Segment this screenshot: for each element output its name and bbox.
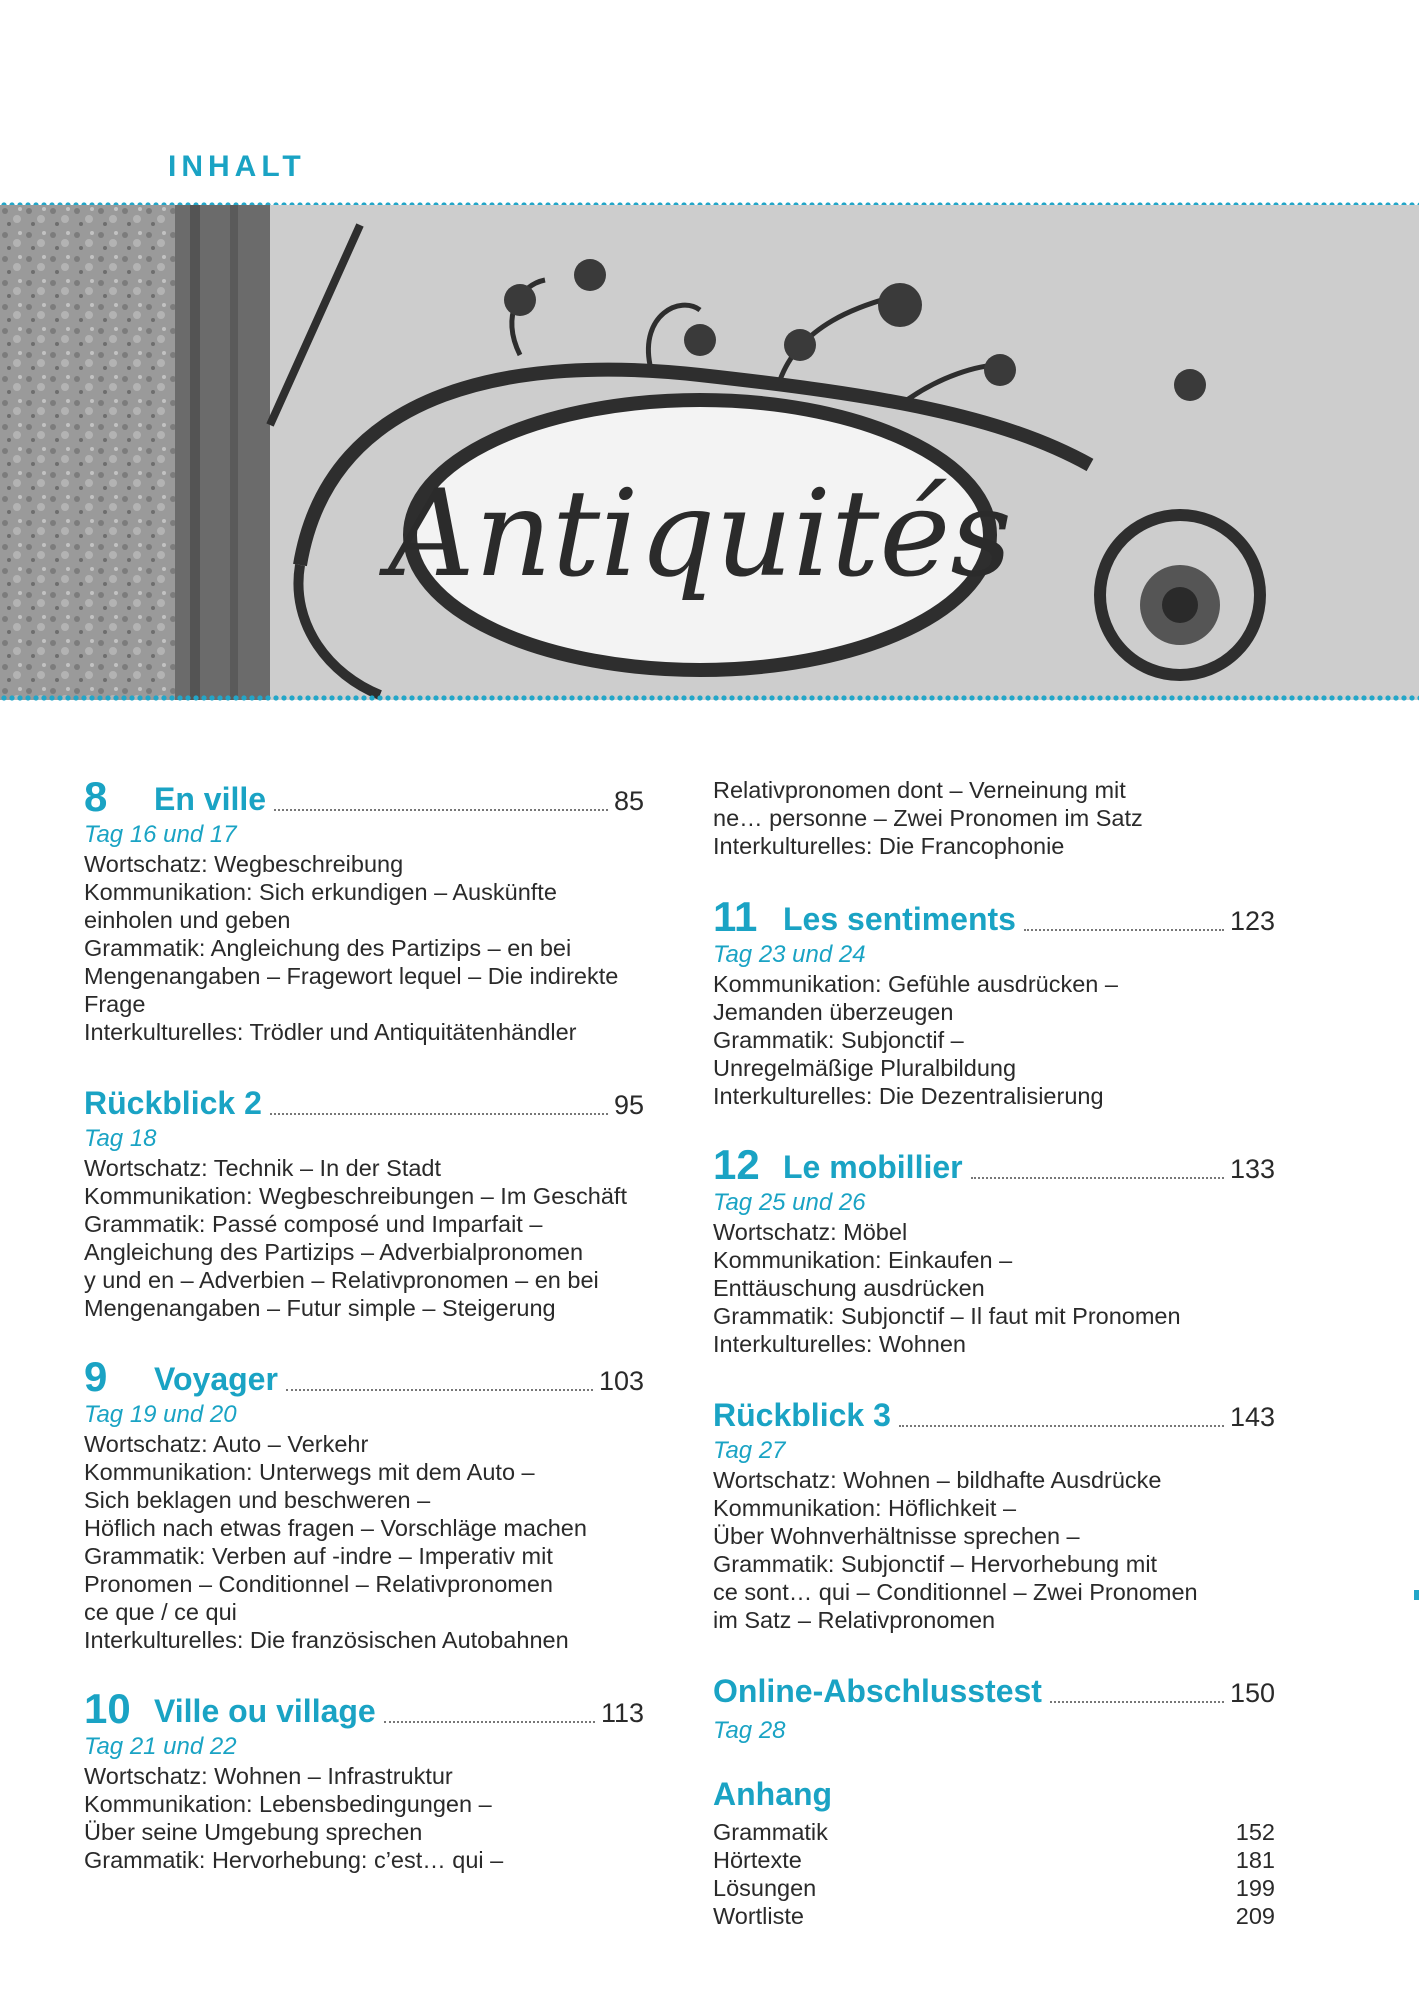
section-title[interactable]: Le mobillier xyxy=(783,1149,963,1185)
section-line: Grammatik: Passé composé und Imparfait – xyxy=(84,1211,543,1237)
section-page: 95 xyxy=(613,1090,644,1120)
dot-leader xyxy=(270,1113,608,1115)
toc-section-11 xyxy=(713,890,1275,1110)
section-line: Wortschatz: Auto – Verkehr xyxy=(84,1431,369,1457)
section-line: Kommunikation: Unterwegs mit dem Auto – xyxy=(84,1459,535,1485)
section-line: Interkulturelles: Die französischen Autobahnen xyxy=(84,1627,569,1653)
anhang-page: 209 xyxy=(1235,1903,1275,1929)
section-tag: Tag 19 und 20 xyxy=(84,1401,237,1428)
section-number: 12 xyxy=(713,1141,760,1188)
anhang-row[interactable] xyxy=(713,1846,1275,1874)
section-10-continuation xyxy=(713,776,1275,860)
section-line: y und en – Adverbien – Relativpronomen – en bei xyxy=(84,1267,599,1293)
section-line: Interkulturelles: Die Dezentralisierung xyxy=(713,1083,1104,1109)
section-line: Grammatik: Angleichung des Partizips – en bei xyxy=(84,935,572,961)
dotted-border-bottom xyxy=(0,694,1419,702)
section-line: Interkulturelles: Wohnen xyxy=(713,1331,966,1357)
section-title[interactable]: En ville xyxy=(154,781,267,817)
dot-leader xyxy=(286,1389,593,1391)
toc-section-9 xyxy=(84,1350,644,1654)
dot-leader xyxy=(274,809,608,811)
section-line: Interkulturelles: Die Francophonie xyxy=(713,833,1065,859)
section-number: 8 xyxy=(84,773,108,820)
toc-left-column xyxy=(84,770,644,1902)
section-line: Pronomen – Conditionnel – Relativpronomen xyxy=(84,1571,553,1597)
section-line: ce sont… qui – Conditionnel – Zwei Pronomen xyxy=(713,1579,1198,1605)
section-line: Sich beklagen und beschweren – xyxy=(84,1487,431,1513)
anhang-label: Grammatik xyxy=(713,1819,828,1845)
section-line: Mengenangaben – Fragewort lequel – Die indirekte xyxy=(84,963,619,989)
toc-section-12 xyxy=(713,1138,1275,1358)
section-title[interactable]: Voyager xyxy=(154,1361,278,1397)
section-line: ce que / ce qui xyxy=(84,1599,237,1625)
section-line: Wortschatz: Wegbeschreibung xyxy=(84,851,404,877)
section-line: Kommunikation: Gefühle ausdrücken – xyxy=(713,971,1118,997)
sign-text: Antiquités xyxy=(388,465,1012,604)
section-line: Kommunikation: Lebensbedingungen – xyxy=(84,1791,492,1817)
toc-right-column xyxy=(713,776,1275,1958)
anhang-label: Wortliste xyxy=(713,1903,804,1929)
section-tag: Tag 27 xyxy=(713,1437,786,1464)
section-line: Über Wohnverhältnisse sprechen – xyxy=(713,1523,1080,1549)
section-line: Über seine Umgebung sprechen xyxy=(84,1819,423,1845)
dot-leader xyxy=(1024,929,1224,931)
anhang-row[interactable] xyxy=(713,1902,1275,1930)
page-title: INHALT xyxy=(168,150,306,183)
section-line: Enttäuschung ausdrücken xyxy=(713,1275,985,1301)
section-line: Kommunikation: Einkaufen – xyxy=(713,1247,1013,1273)
anhang-label: Hörtexte xyxy=(713,1847,802,1873)
edge-tick xyxy=(1414,1590,1419,1600)
section-page: 123 xyxy=(1229,906,1275,936)
section-title[interactable]: Rückblick 3 xyxy=(713,1397,891,1433)
section-tag: Tag 18 xyxy=(84,1125,157,1152)
section-line: Höflich nach etwas fragen – Vorschläge machen xyxy=(84,1515,587,1541)
section-line: Wortschatz: Wohnen – bildhafte Ausdrücke xyxy=(713,1467,1162,1493)
anhang-page: 152 xyxy=(1235,1819,1275,1845)
section-page: 103 xyxy=(598,1366,644,1396)
section-line: Wortschatz: Möbel xyxy=(713,1219,908,1245)
section-line: im Satz – Relativpronomen xyxy=(713,1607,996,1633)
section-line: Unregelmäßige Pluralbildung xyxy=(713,1055,1017,1081)
section-number: 10 xyxy=(84,1685,131,1732)
section-page: 143 xyxy=(1229,1402,1275,1432)
anhang-page: 181 xyxy=(1235,1847,1275,1873)
section-title[interactable]: Ville ou village xyxy=(154,1693,376,1729)
anhang-row[interactable] xyxy=(713,1874,1275,1902)
section-title[interactable]: Anhang xyxy=(713,1776,833,1812)
section-number: 9 xyxy=(84,1353,108,1400)
toc-section-online-test xyxy=(713,1662,1275,1746)
toc-section-rueckblick-2 xyxy=(84,1074,644,1322)
section-line: Interkulturelles: Trödler und Antiquitätenhändler xyxy=(84,1019,577,1045)
dot-leader xyxy=(384,1721,595,1723)
dot-leader xyxy=(1050,1701,1224,1703)
section-tag: Tag 23 und 24 xyxy=(713,941,866,968)
section-title[interactable]: Rückblick 2 xyxy=(84,1085,262,1121)
section-line: Angleichung des Partizips – Adverbialpronomen xyxy=(84,1239,584,1265)
toc-section-rueckblick-3 xyxy=(713,1386,1275,1634)
anhang-label: Lösungen xyxy=(713,1875,817,1901)
section-line: Grammatik: Hervorhebung: c’est… qui – xyxy=(84,1847,504,1873)
section-title[interactable]: Les sentiments xyxy=(783,901,1016,937)
section-number: 11 xyxy=(713,893,758,940)
section-line: Wortschatz: Technik – In der Stadt xyxy=(84,1155,442,1181)
section-line: Mengenangaben – Futur simple – Steigerung xyxy=(84,1295,556,1321)
section-tag: Tag 16 und 17 xyxy=(84,821,237,848)
section-line: ne… personne – Zwei Pronomen im Satz xyxy=(713,805,1143,831)
dot-leader xyxy=(899,1425,1224,1427)
section-line: Grammatik: Subjonctif – xyxy=(713,1027,964,1053)
toc-section-anhang xyxy=(713,1774,1275,1930)
section-line: Grammatik: Subjonctif – Il faut mit Pronomen xyxy=(713,1303,1181,1329)
section-line: Kommunikation: Wegbeschreibungen – Im Geschäft xyxy=(84,1183,627,1209)
section-title[interactable]: Online-Abschlusstest xyxy=(713,1673,1042,1709)
section-page: 85 xyxy=(613,786,644,816)
section-line: einholen und geben xyxy=(84,907,291,933)
anhang-row[interactable] xyxy=(713,1818,1275,1846)
anhang-page: 199 xyxy=(1235,1875,1275,1901)
dot-leader xyxy=(971,1177,1224,1179)
section-page: 133 xyxy=(1229,1154,1275,1184)
section-tag: Tag 25 und 26 xyxy=(713,1189,866,1216)
section-line: Grammatik: Verben auf -indre – Imperativ mit xyxy=(84,1543,553,1569)
section-tag: Tag 21 und 22 xyxy=(84,1733,237,1760)
section-page: 113 xyxy=(600,1698,644,1728)
toc-section-10 xyxy=(84,1682,644,1874)
section-line: Relativpronomen dont – Verneinung mit xyxy=(713,777,1126,803)
header-photo xyxy=(0,205,1419,700)
section-line: Kommunikation: Sich erkundigen – Auskünfte xyxy=(84,879,557,905)
section-line: Jemanden überzeugen xyxy=(713,999,954,1025)
section-tag: Tag 28 xyxy=(713,1717,786,1744)
section-line: Frage xyxy=(84,991,146,1017)
section-line: Kommunikation: Höflichkeit – xyxy=(713,1495,1017,1521)
section-line: Wortschatz: Wohnen – Infrastruktur xyxy=(84,1763,453,1789)
section-line: Grammatik: Subjonctif – Hervorhebung mit xyxy=(713,1551,1158,1577)
toc-section-8 xyxy=(84,770,644,1046)
section-page: 150 xyxy=(1229,1678,1275,1708)
